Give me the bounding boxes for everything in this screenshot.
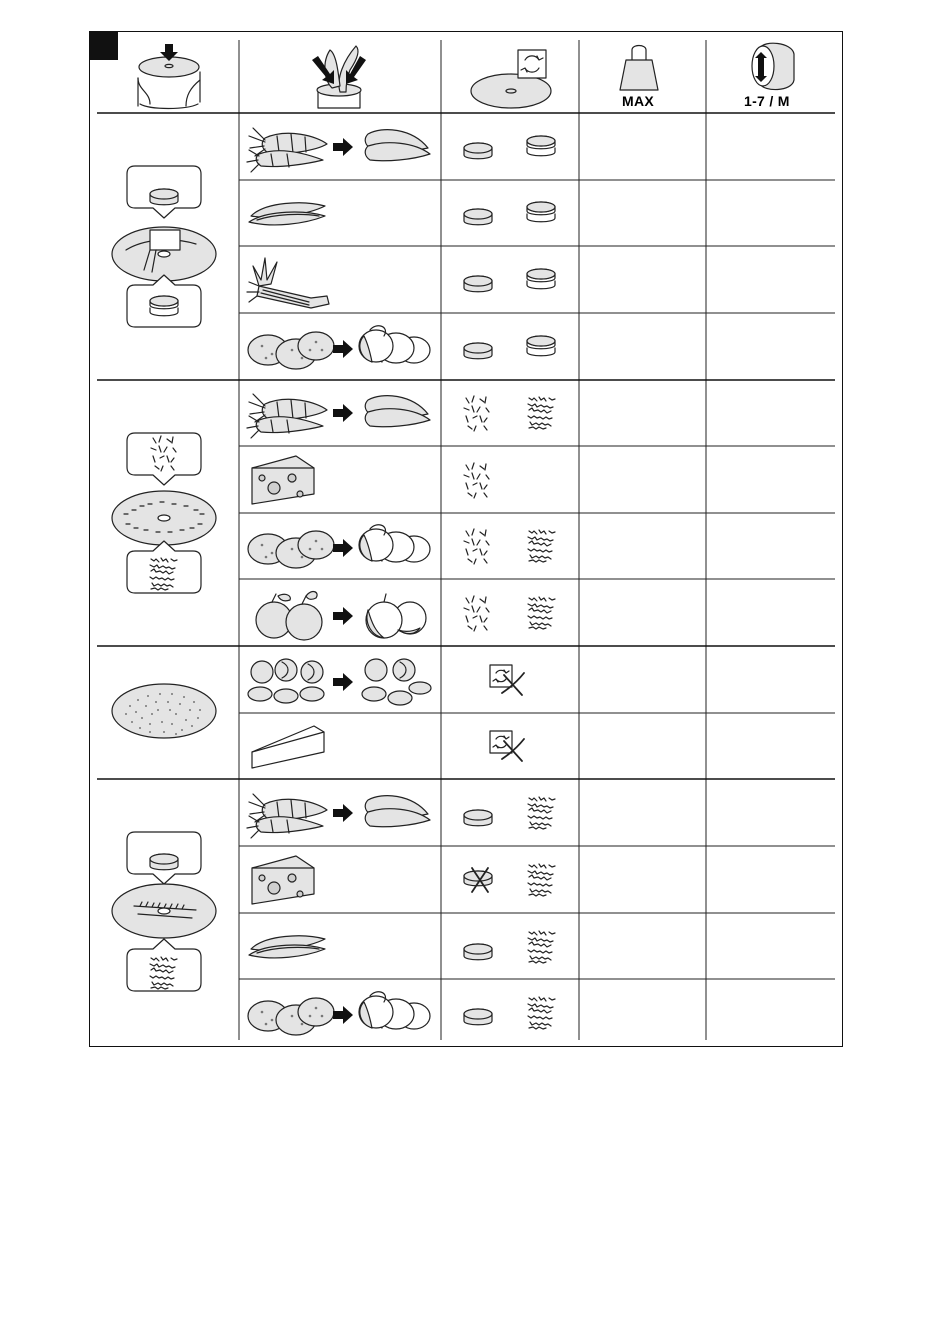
slicing-disc-icon xyxy=(112,166,216,327)
cut-icons-row xyxy=(464,864,555,896)
max-label: MAX xyxy=(622,93,655,109)
food-cucumber xyxy=(249,936,325,958)
cut-icons-row xyxy=(464,997,555,1029)
cut-icons-row xyxy=(464,463,489,498)
food-nuts xyxy=(248,659,431,705)
food-apple xyxy=(256,592,426,640)
food-potato xyxy=(248,326,430,369)
cut-icons-row xyxy=(464,136,555,159)
feed-tube-icon xyxy=(312,46,366,108)
cut-icons-row xyxy=(464,529,555,564)
food-carrot xyxy=(247,128,430,172)
cut-icons-row xyxy=(464,396,555,431)
food-hard-cheese xyxy=(252,726,324,768)
no-reverse-icon xyxy=(490,731,524,761)
food-carrot xyxy=(247,394,430,438)
grid-lines xyxy=(97,40,835,1040)
speed-label: 1-7 / M xyxy=(744,93,790,109)
food-potato xyxy=(248,992,430,1035)
food-cheese xyxy=(252,856,314,904)
food-cheese xyxy=(252,456,314,504)
food-leek xyxy=(247,258,329,308)
weight-icon xyxy=(620,46,658,91)
cut-icons-row xyxy=(464,596,555,631)
cut-icons-row xyxy=(464,269,555,292)
no-reverse-icon xyxy=(490,665,524,695)
food-carrot xyxy=(247,794,430,838)
reversible-disc-icon xyxy=(471,50,551,108)
julienne-disc-icon xyxy=(112,832,216,991)
cut-icons-row xyxy=(464,797,555,829)
fine-grating-disc-icon xyxy=(112,684,216,738)
cut-icons-row xyxy=(464,202,555,225)
disc-insert-icon xyxy=(138,44,200,109)
shredding-disc-icon xyxy=(112,433,216,593)
speed-dial-icon xyxy=(752,43,794,89)
cut-icons-row xyxy=(464,336,555,359)
food-potato xyxy=(248,525,430,568)
food-cucumber xyxy=(249,203,325,225)
cut-icons-row xyxy=(464,931,555,963)
